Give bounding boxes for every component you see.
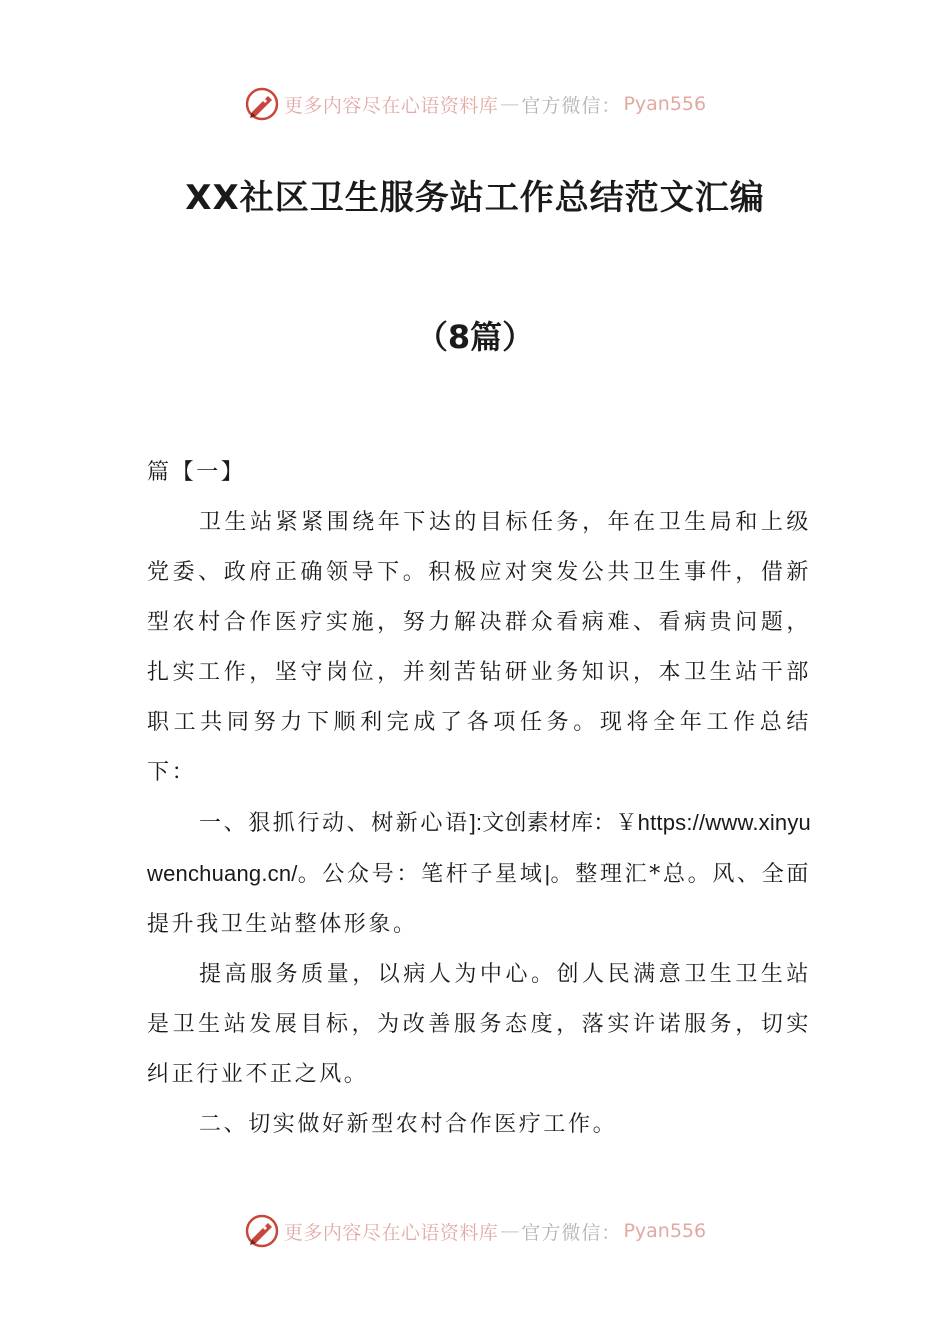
paragraph-section-two: 二、切实做好新型农村合作医疗工作。	[199, 1112, 618, 1137]
watermark-wechat-label: 官方微信：	[521, 1221, 622, 1244]
document-subtitle: （8篇）	[415, 318, 535, 356]
watermark-wechat-id: Pyan556	[623, 1220, 707, 1242]
document-title: XX社区卫生服务站工作总结范文汇编	[185, 178, 765, 218]
section-one-tail: 。整理汇*总。风、全面提升我卫生站整体形象。	[147, 862, 811, 937]
inline-source-url: ]:文创素材库：￥https://www.xinyuwenchuang.cn/	[147, 810, 811, 886]
pen-logo-icon	[244, 86, 280, 122]
watermark-dash: —	[500, 93, 520, 115]
document-body	[147, 448, 811, 1150]
watermark-text: 更多内容尽在心语资料库	[283, 1221, 499, 1244]
section-one-heading: 一、狠抓行动、树新心语	[199, 811, 470, 836]
watermark-text: 更多内容尽在心语资料库	[283, 94, 499, 117]
watermark-wechat-id: Pyan556	[623, 93, 707, 115]
paragraph-intro: 卫生站紧紧围绕年下达的目标任务，年在卫生局和上级党委、政府正确领导下。积极应对突发公共卫生事件，借新型农村合作医疗实施，努力解决群众看病难、看病贵问题，扎实工作，坚守岗位，并刻苦钻研业务知识，本卫生站干部职工共同努力下顺利完成了各项任务。现将全年工作总结下：	[147, 510, 811, 785]
pen-logo-icon	[244, 1213, 280, 1249]
watermark-wechat-label: 官方微信：	[521, 94, 622, 117]
inline-separator: |	[544, 861, 551, 886]
section-heading: 篇【一】	[147, 460, 246, 485]
inline-account: 。公众号：笔杆子星域	[297, 862, 545, 887]
paragraph-section-one	[147, 798, 811, 950]
paragraph-service-quality: 提高服务质量，以病人为中心。创人民满意卫生卫生站是卫生站发展目标，为改善服务态度，落实许诺服务，切实纠正行业不正之风。	[147, 962, 811, 1087]
watermark-banner-top	[0, 84, 950, 124]
watermark-dash: —	[500, 1220, 520, 1242]
watermark-banner-bottom	[0, 1211, 950, 1251]
